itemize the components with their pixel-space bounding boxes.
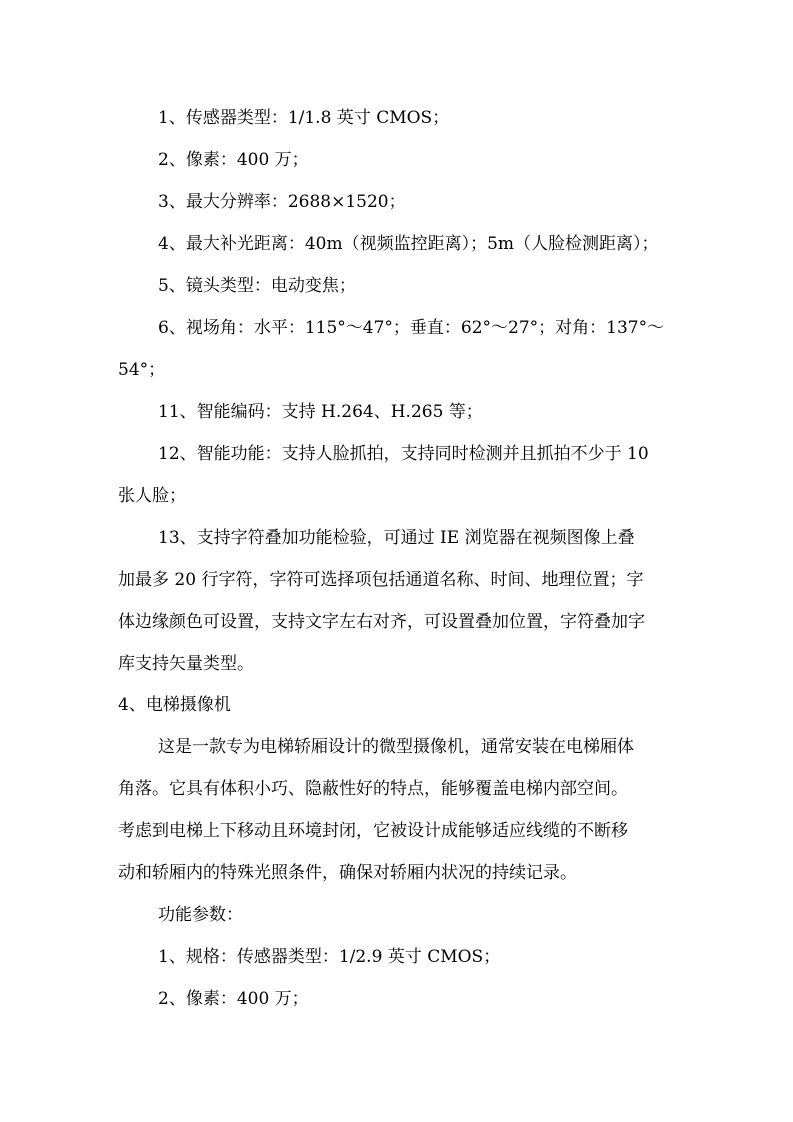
function-params-heading: 功能参数： — [158, 905, 243, 925]
spec-character-overlay-line-2: 加最多 20 行字符，字符可选择项包括通道名称、时间、地理位置；字 — [118, 570, 644, 590]
spec-smart-function-continued: 张人脸； — [118, 486, 186, 506]
spec-pixels: 2、像素：400 万； — [158, 150, 309, 170]
spec-character-overlay-line-4: 库支持矢量类型。 — [118, 654, 254, 674]
spec-lens-type: 5、镜头类型：电动变焦； — [158, 276, 356, 296]
spec-smart-function: 12、智能功能：支持人脸抓拍，支持同时检测并且抓拍不少于 10 — [158, 444, 649, 464]
intro-paragraph-line-3: 考虑到电梯上下移动且环境封闭，它被设计成能够适应线缆的不断移 — [118, 821, 628, 841]
intro-paragraph-line-4: 动和轿厢内的特殊光照条件，确保对轿厢内状况的持续记录。 — [118, 863, 577, 883]
spec-sensor-type: 1、传感器类型：1/1.8 英寸 CMOS； — [158, 108, 450, 128]
intro-paragraph-line-2: 角落。它具有体积小巧、隐蔽性好的特点，能够覆盖电梯内部空间。 — [118, 779, 628, 799]
spec-character-overlay: 13、支持字符叠加功能检验，可通过 IE 浏览器在视频图像上叠 — [158, 528, 635, 548]
section-heading-elevator-camera: 4、电梯摄像机 — [118, 695, 231, 715]
elevator-spec-pixels: 2、像素：400 万； — [158, 989, 309, 1009]
intro-paragraph-line-1: 这是一款专为电梯轿厢设计的微型摄像机，通常安装在电梯厢体 — [158, 737, 634, 757]
spec-field-of-view-continued: 54°； — [118, 360, 166, 380]
spec-character-overlay-line-3: 体边缘颜色可设置，支持文字左右对齐，可设置叠加位置，字符叠加字 — [118, 612, 645, 632]
spec-smart-encoding: 11、智能编码：支持 H.264、H.265 等； — [158, 402, 483, 422]
spec-max-fill-light-distance: 4、最大补光距离：40m（视频监控距离）；5m（人脸检测距离）； — [158, 234, 659, 254]
spec-max-resolution: 3、最大分辨率：2688×1520； — [158, 192, 406, 212]
spec-field-of-view: 6、视场角：水平：115°～47°；垂直：62°～27°；对角：137°～ — [158, 318, 665, 338]
elevator-spec-sensor: 1、规格：传感器类型：1/2.9 英寸 CMOS； — [158, 947, 501, 967]
